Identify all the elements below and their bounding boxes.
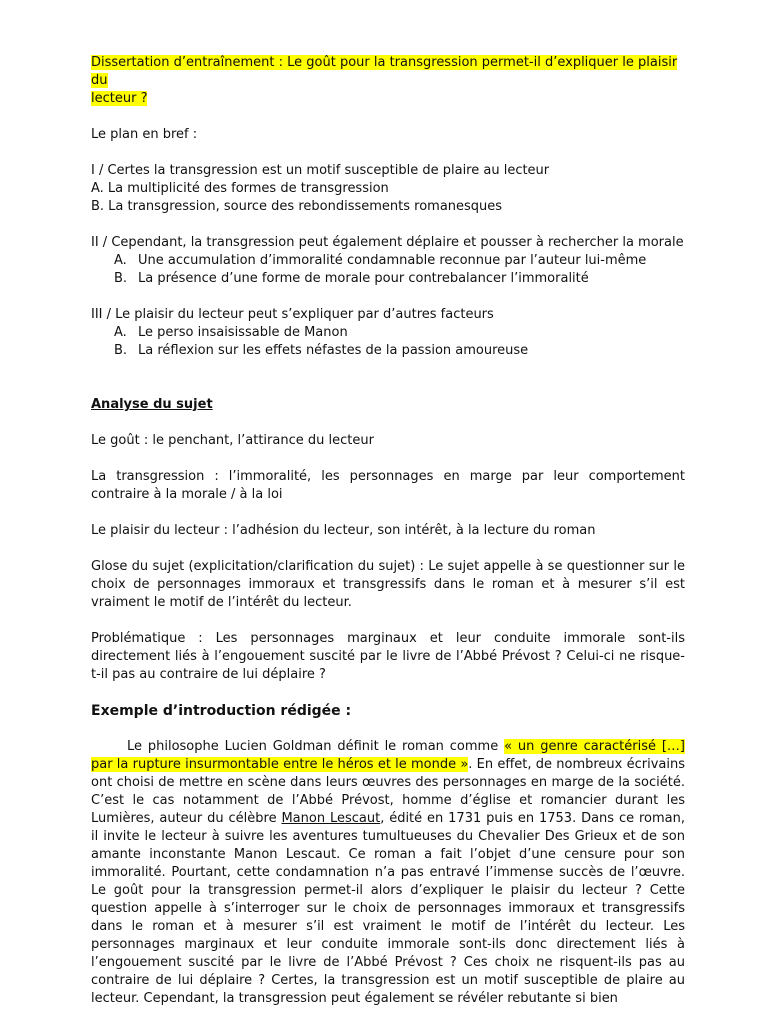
part1-item-a: A. La multiplicité des formes de transgression bbox=[91, 181, 389, 196]
analysis-problematique: Problématique : Les personnages marginaux et leur conduite immorale sont-ils directement liés à l’engouement suscité par le livre de l’Abbé Prévost ? Celui-ci ne risque-t-il pas au contraire de lui déplaire ? bbox=[91, 631, 685, 682]
intro-paragraph bbox=[91, 738, 685, 1008]
part1-title: I / Certes la transgression est un motif susceptible de plaire au lecteur bbox=[91, 163, 550, 178]
analysis-transgression: La transgression : l’immoralité, les personnages en marge par leur comportement contraire à la morale / à la loi bbox=[91, 469, 685, 502]
list-item-text: La présence d’une forme de morale pour contrebalancer l’immoralité bbox=[138, 271, 589, 286]
list-marker: B. bbox=[114, 271, 128, 286]
part1-item-b: B. La transgression, source des rebondissements romanesques bbox=[91, 199, 503, 214]
analysis-glose: Glose du sujet (explicitation/clarification du sujet) : Le sujet appelle à se questionner sur le choix de personnages immoraux et transgressifs dans le roman et à mesurer s’il est vraiment le motif de l’intérêt du lecteur. bbox=[91, 559, 685, 610]
intro-text-1: Le philosophe Lucien Goldman définit le roman comme bbox=[127, 739, 505, 754]
list-marker: A. bbox=[114, 253, 127, 268]
intro-quote: « un genre caractérisé […] par la rupture insurmontable entre le héros et le monde » bbox=[91, 739, 685, 772]
plan-label: Le plan en bref : bbox=[91, 127, 198, 142]
list-item-text: Le perso insaisissable de Manon bbox=[138, 325, 348, 340]
document-title bbox=[91, 54, 685, 108]
intro-text-2: . En effet, de nombreux écrivains ont choisi de mettre en scène dans leurs œuvres des personnages en marge de la société. C’est le cas notamment de l’Abbé Prévost, homme d’église et romancier durant les Lumières, auteur du célèbre bbox=[91, 757, 685, 826]
list-marker: A. bbox=[114, 325, 127, 340]
title-line-1: Dissertation d’entraînement : Le goût pour la transgression permet-il d’expliquer le plaisir du bbox=[91, 55, 678, 88]
analysis-gout: Le goût : le penchant, l’attirance du lecteur bbox=[91, 433, 374, 448]
part2-item-a bbox=[91, 252, 685, 270]
list-marker: B. bbox=[114, 343, 128, 358]
analysis-plaisir: Le plaisir du lecteur : l’adhésion du lecteur, son intérêt, à la lecture du roman bbox=[91, 523, 596, 538]
part2-item-b bbox=[91, 270, 685, 288]
analysis-heading: Analyse du sujet bbox=[91, 397, 213, 412]
list-item-text: La réflexion sur les effets néfastes de la passion amoureuse bbox=[138, 343, 529, 358]
part3-title: III / Le plaisir du lecteur peut s’expliquer par d’autres facteurs bbox=[91, 307, 494, 322]
part3-item-b bbox=[91, 342, 685, 360]
part2-title: II / Cependant, la transgression peut également déplaire et pousser à rechercher la morale bbox=[91, 235, 684, 250]
title-line-2: lecteur ? bbox=[91, 91, 148, 106]
part3-item-a bbox=[91, 324, 685, 342]
book-title: Manon Lescaut bbox=[281, 811, 381, 826]
document-body bbox=[91, 54, 685, 1008]
list-item-text: Une accumulation d’immoralité condamnable reconnue par l’auteur lui-même bbox=[138, 253, 647, 268]
intro-text-3: , édité en 1731 puis en 1753. Dans ce roman, il invite le lecteur à suivre les aventures tumultueuses du Chevalier Des Grieux et de son amante inconstante Manon Lescaut. Ce roman a fait l’objet d’une censure pour son immoralité. Pourtant, cette condamnation n’a pas entravé l’immense succès de l’œuvre. Le goût pour la transgression permet-il alors d’expliquer le plaisir du lecteur ? Cette question appelle à s’interroger sur le choix de personnages immoraux et transgressifs dans le roman et à mesurer s’il est vraiment le motif de l’intérêt du lecteur. Les personnages marginaux et leur conduite immorale sont-ils donc directement liés à l’engouement suscité par le livre de l’Abbé Prévost ? Ces choix ne risquent-ils pas au contraire de lui déplaire ? Certes, la transgression est un motif susceptible de plaire au lecteur. Cependant, la transgression peut également se révéler rebutante si bien bbox=[91, 811, 685, 1006]
intro-heading: Exemple d’introduction rédigée : bbox=[91, 703, 352, 719]
